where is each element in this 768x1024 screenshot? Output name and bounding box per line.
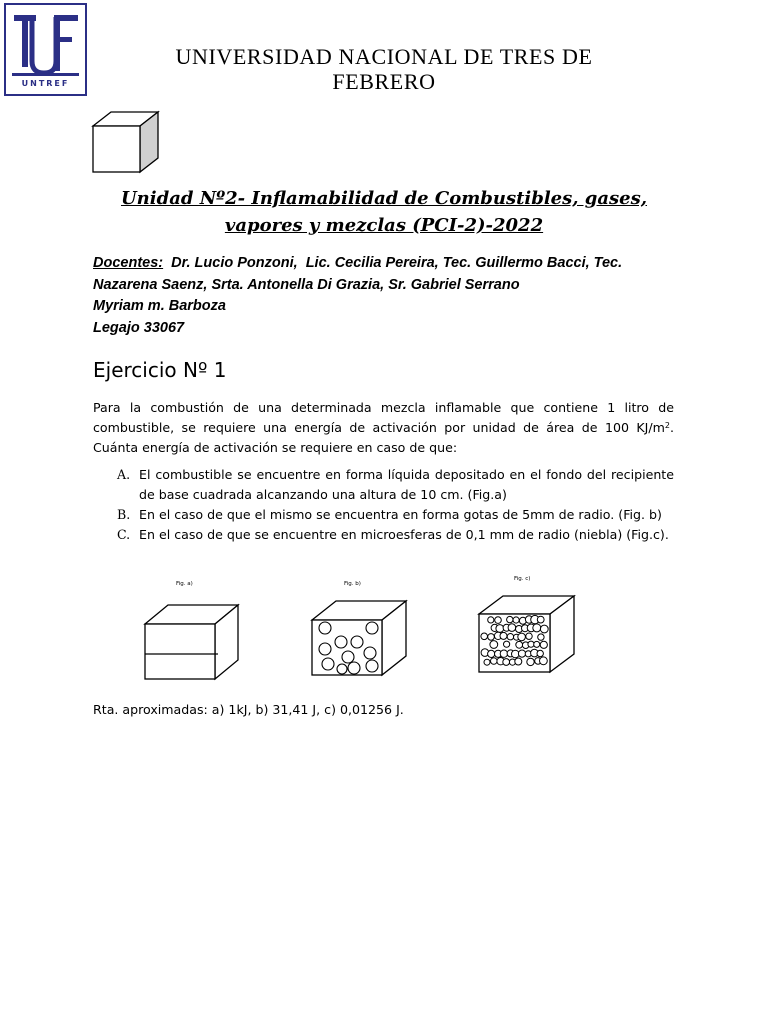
microsphere [538, 634, 544, 640]
statement-part2: . Cuánta energía de activación se requiere en caso de que: [93, 420, 674, 455]
microsphere [508, 624, 516, 632]
microsphere [533, 624, 541, 632]
microsphere [500, 632, 507, 639]
microsphere [488, 634, 495, 641]
university-title [140, 44, 628, 94]
exercise-title: Ejercicio Nº 1 [93, 358, 227, 382]
microsphere [515, 658, 522, 665]
microsphere [527, 658, 534, 665]
microsphere [513, 617, 519, 623]
microsphere [537, 616, 544, 623]
statement-superscript: 2 [664, 421, 670, 430]
microsphere [491, 658, 498, 665]
microsphere [507, 634, 513, 640]
statement-part1: Para la combustión de una determinada mezcla inflamable que contiene 1 litro de combustible, se requiere una energía de activación por unidad de área de 100 KJ/m [93, 400, 674, 435]
microsphere [490, 641, 498, 649]
figure-b-label: Fig. b) [344, 581, 361, 587]
untref-logo [4, 3, 87, 96]
list-item-text: El combustible se encuentre en forma líquida depositado en el fondo del recipiente de base cuadrada alcanzando una altura de 10 cm. (Fig.a) [139, 467, 674, 502]
exercise-items [93, 465, 674, 545]
docentes-label: Docentes: [93, 255, 164, 271]
microsphere [526, 633, 532, 639]
figure-b [308, 578, 410, 682]
logo-caption: UNTREF [21, 79, 70, 88]
student-legajo: Legajo 33067 [93, 319, 185, 336]
microsphere [507, 616, 513, 622]
microsphere [496, 625, 504, 633]
microsphere [518, 633, 526, 641]
list-item-text: En el caso de que el mismo se encuentra en forma gotas de 5mm de radio. (Fig. b) [139, 507, 662, 522]
answer-line: Rta. aproximadas: a) 1kJ, b) 31,41 J, c) 0,01256 J. [93, 702, 404, 717]
docentes-block [93, 253, 673, 339]
microsphere [481, 633, 488, 640]
microsphere [540, 641, 547, 648]
microsphere [516, 641, 523, 648]
microsphere [495, 617, 502, 624]
microsphere [503, 659, 510, 666]
exercise-statement [93, 398, 674, 458]
microsphere [540, 657, 548, 665]
figure-c [476, 574, 578, 676]
microsphere [484, 659, 490, 665]
microsphere [504, 641, 510, 647]
microsphere [540, 625, 548, 633]
university-title-line2: FEBRERO [332, 69, 436, 94]
microsphere [488, 650, 495, 657]
docentes-line1: Dr. Lucio Ponzoni, Lic. Cecilia Pereira, Tec. Guillermo Bacci, Tec. [163, 255, 623, 271]
microsphere [500, 650, 507, 657]
figure-c-label: Fig. c) [514, 576, 531, 582]
figure-a [140, 578, 250, 684]
university-title-line1: UNIVERSIDAD NACIONAL DE TRES DE [175, 44, 593, 69]
microsphere [518, 650, 525, 657]
microsphere [534, 641, 540, 647]
decorative-cube [91, 110, 161, 174]
unit-title-line2: vapores y mezclas (PCI-2)-2022 [224, 215, 544, 236]
list-marker: C. [117, 527, 131, 542]
list-marker: A. [117, 467, 131, 482]
unit-title-line1: Unidad Nº2- Inflamabilidad de Combustibles, gases, [120, 188, 648, 209]
microsphere [488, 617, 494, 623]
student-name: Myriam m. Barboza [93, 298, 226, 314]
microsphere [537, 650, 543, 656]
list-item [93, 525, 674, 545]
unit-title [90, 185, 678, 239]
list-item-text: En el caso de que se encuentre en microesferas de 0,1 mm de radio (niebla) (Fig.c). [139, 527, 669, 542]
microsphere [528, 641, 534, 647]
docentes-line2: Nazarena Saenz, Srta. Antonella Di Grazia, Sr. Gabriel Serrano [93, 276, 520, 293]
figure-a-label: Fig. a) [176, 581, 193, 587]
list-item [93, 465, 674, 505]
list-item [93, 505, 674, 525]
list-marker: B. [117, 507, 131, 522]
